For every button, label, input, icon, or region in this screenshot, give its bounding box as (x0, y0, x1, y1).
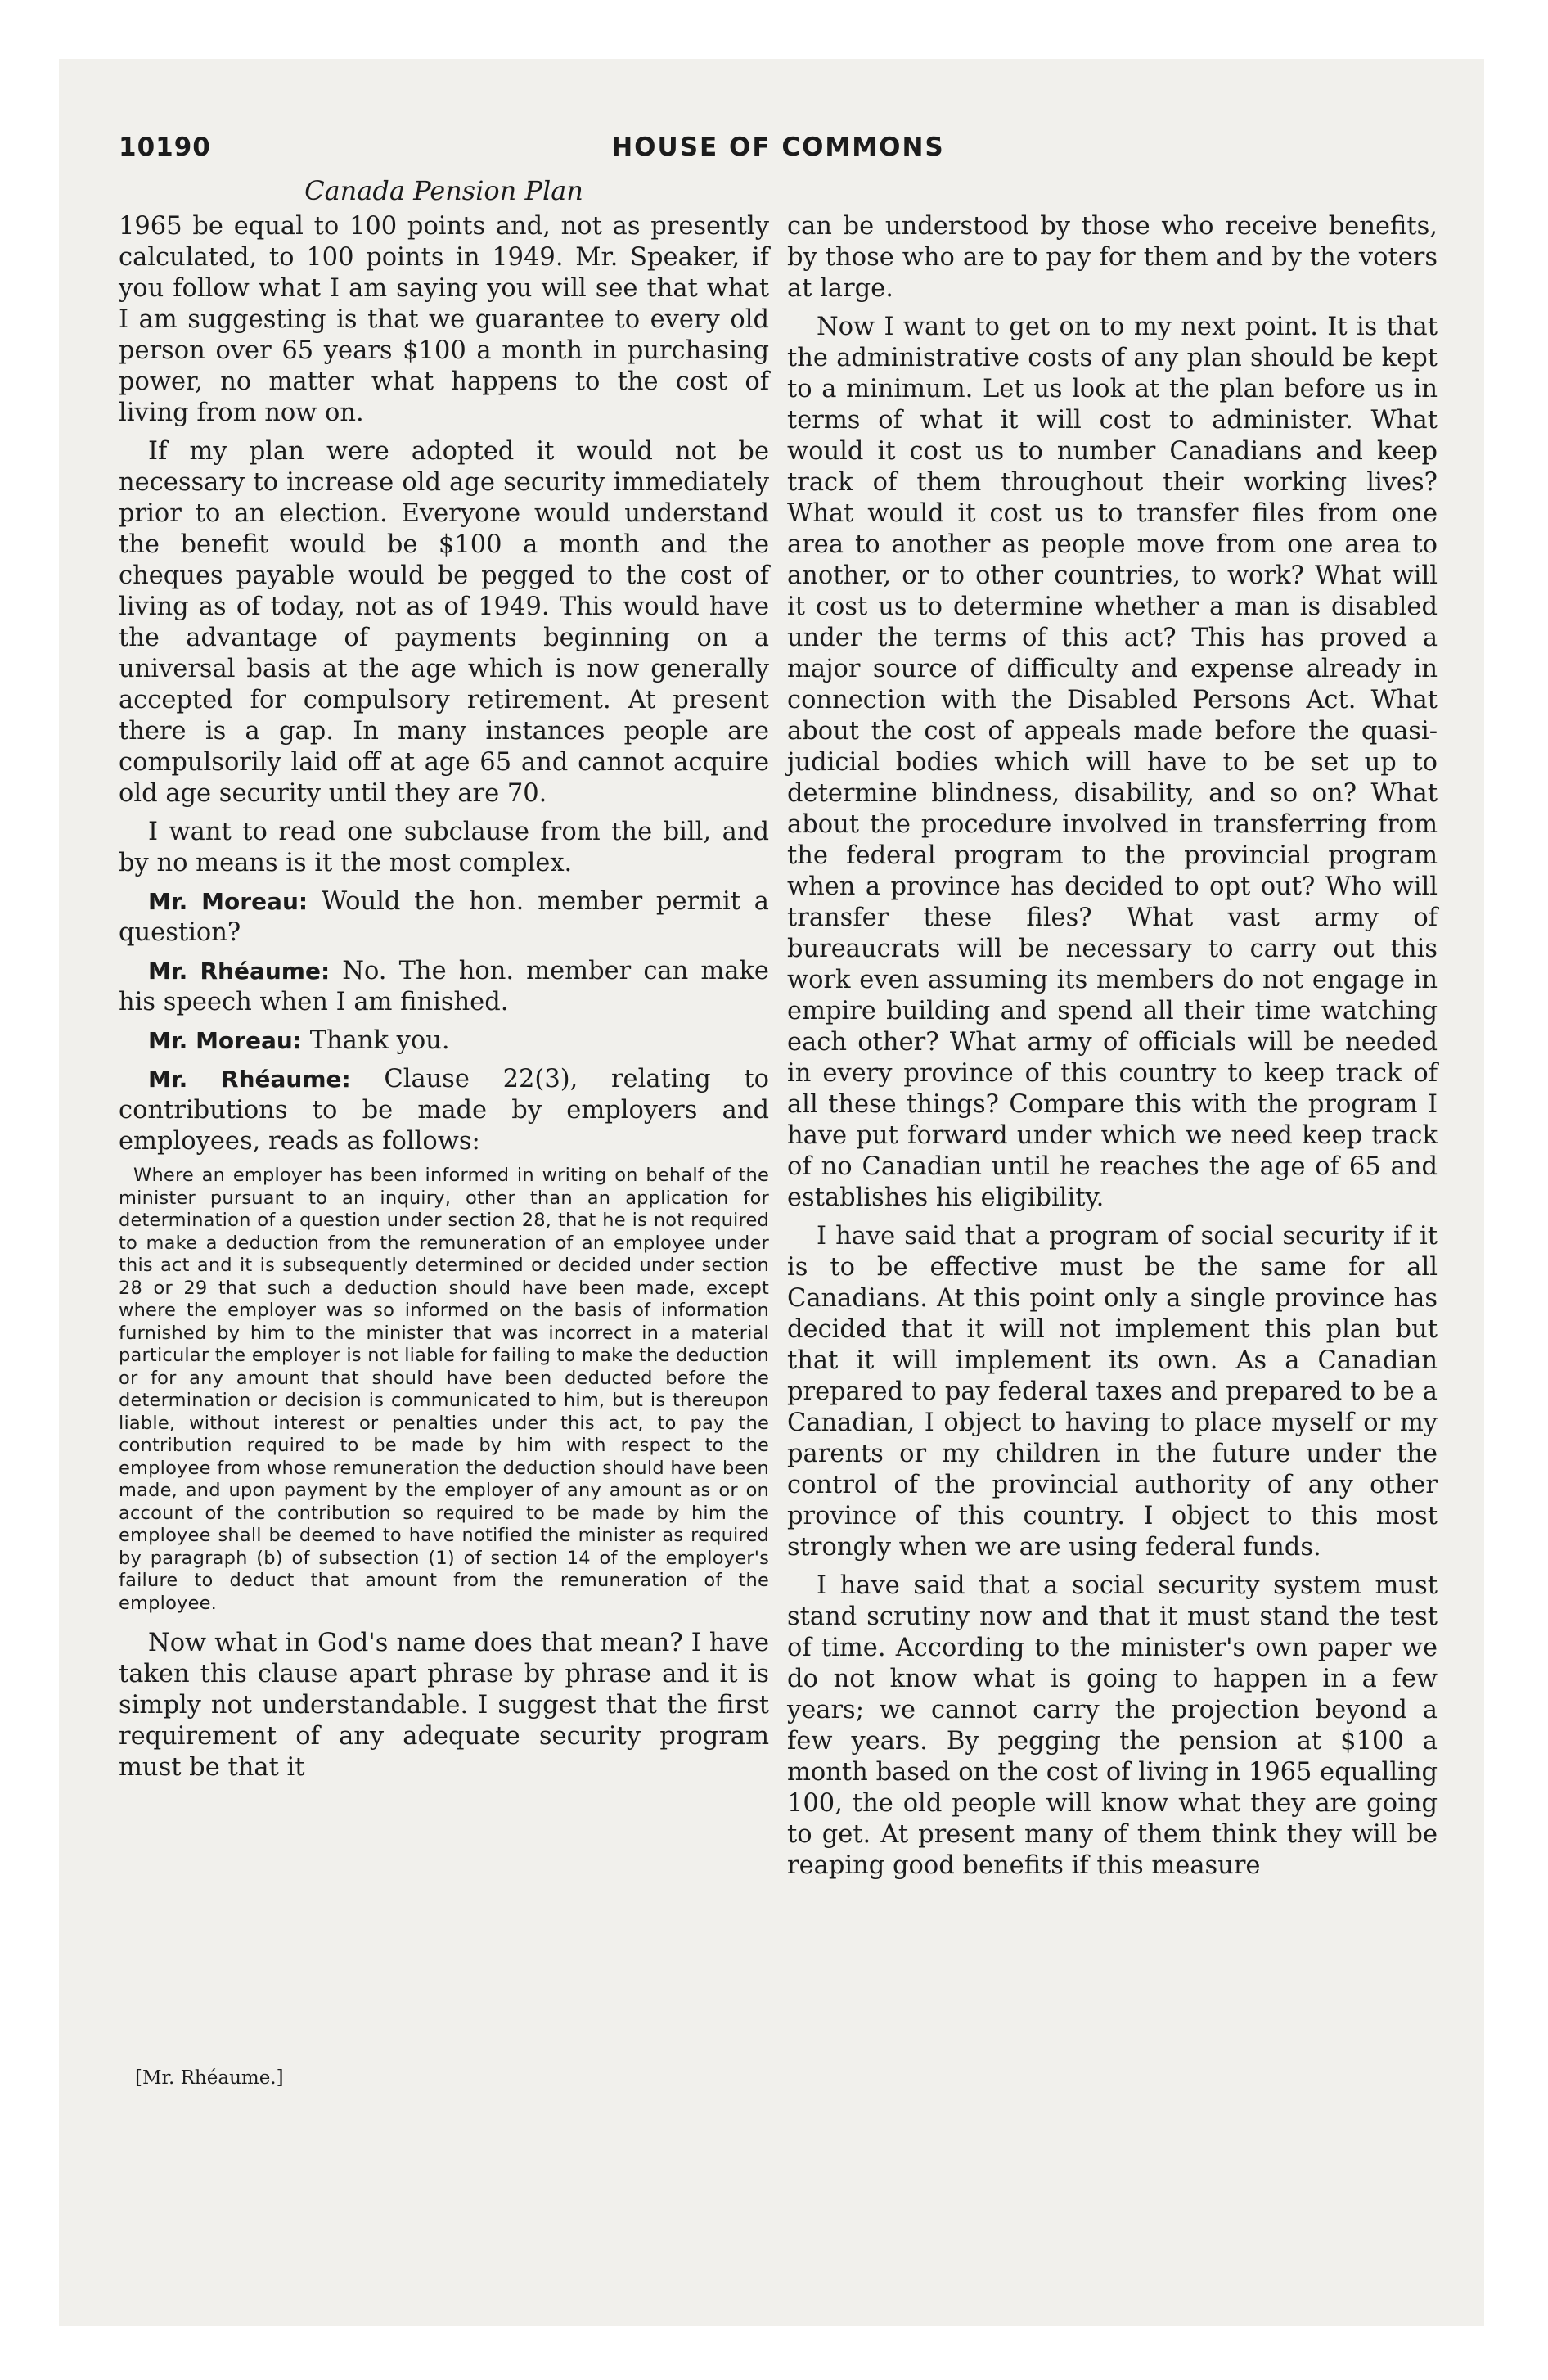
speaker-name: Mr. Rhéaume: (148, 1066, 351, 1093)
speech-text: Would the hon. member permit a question? (119, 887, 769, 947)
quoted-clause: Where an employer has been informed in writing on behalf of the minister pursuant to an inquiry, other than an application for determination of a question under section 28, that he is not required to make a deduction from the remuneration of an employee under this act and it is subsequently determined or decided under section 28 or 29 that such a deduction should have been made, except where the employer was so informed on the basis of information furnished by him to the minister that was incorrect in a material particular the employer is not liable for failing to make the deduction or for any amount that should have been deducted before the determination or decision is communicated to him, but is thereupon liable, without interest or penalties under this act, to pay the contribution required to be made by him with respect to the employee from whose remuneration the deduction should have been made, and upon payment by the employer of any amount as or on account of the contribution so required to be made by him the employee shall be deemed to have notified the minister as required by paragraph (b) of subsection (1) of section 14 of the employer's failure to deduct that amount from the remuneration of the employee. (119, 1165, 769, 1614)
paragraph: If my plan were adopted it would not be necessary to increase old age security immediately prior to an election. Everyone would understand the benefit would be $100 a month and the cheques payable would be pegged to the cost of living as of today, not as of 1949. This would have the advantage of payments beginning on a universal basis at the age which is now generally accepted for compulsory retirement. At present there is a gap. In many instances people are compulsorily laid off at age 65 and cannot acquire old age security until they are 70. (119, 437, 769, 808)
paragraph: I want to read one subclause from the bill, and by no means is it the most complex. (119, 818, 769, 877)
speech-text: Thank you. (302, 1026, 450, 1055)
speaker-paragraph (119, 956, 769, 1018)
speaker-name: Mr. Moreau: (148, 888, 308, 915)
speaker-paragraph (119, 1064, 769, 1157)
right-column (787, 211, 1438, 1889)
speaker-name: Mr. Rhéaume: (148, 958, 331, 985)
speech-text: Clause 22(3), relating to contributions to be made by employers and employees, reads as follows: (119, 1065, 769, 1156)
paragraph: I have said that a social security system must stand scrutiny now and that it must stand the test of time. According to the minister's own paper we do not know what is going to happen in a few years; we cannot carry the projection beyond a few years. By pegging the pension at $100 a month based on the cost of living in 1965 equalling 100, the old people will know what they are going to get. At present many of them think they will be reaping good benefits if this measure (787, 1571, 1438, 1880)
paragraph: Now what in God's name does that mean? I have taken this clause apart phrase by phrase and it is simply not understandable. I suggest that the first requirement of any adequate security program must be that it (119, 1629, 769, 1782)
speech-text: No. The hon. member can make his speech when I am finished. (119, 957, 769, 1016)
speaker-paragraph (119, 886, 769, 949)
paragraph: can be understood by those who receive benefits, by those who are to pay for them and by the voters at large. (787, 212, 1438, 303)
speaker-paragraph (119, 1025, 769, 1057)
speaker-name: Mr. Moreau: (148, 1027, 302, 1054)
paragraph: Now I want to get on to my next point. It is that the administrative costs of any plan should be kept to a minimum. Let us look at the plan before us in terms of what it will cost to administer. What would it cost us to number Canadians and keep track of them throughout their working lives? What would it cost us to transfer files from one area to another as people move from one area to another, or to other countries, to work? What will it cost us to determine whether a man is disabled under the terms of this act? This has proved a major source of difficulty and expense already in connection with the Disabled Persons Act. What about the cost of appeals made before the quasi-judicial bodies which will have to be set up to determine blindness, disability, and so on? What about the procedure involved in transferring from the federal program to the provincial program when a province has decided to opt out? Who will transfer these files? What vast army of bureaucrats will be necessary to carry out this work even assuming its members do not engage in empire building and spend all their time watching each other? What army of officials will be needed in every province of this country to keep track of all these things? Compare this with the program I have put forward under which we need keep track of no Canadian until he reaches the age of 65 and establishes his eligibility. (787, 313, 1438, 1212)
paragraph: I have said that a program of social security if it is to be effective must be the same for all Canadians. At this point only a single province has decided that it will not implement this plan but that it will implement its own. As a Canadian prepared to pay federal taxes and prepared to be a Canadian, I object to having to place myself or my parents or my children in the future under the control of the provincial authority of any other province of this country. I object to this most strongly when we are using federal funds. (787, 1222, 1438, 1562)
speaker-attribution: [Mr. Rhéaume.] (135, 2067, 284, 2089)
running-head: HOUSE OF COMMONS (611, 133, 945, 162)
page-header (119, 133, 1438, 174)
paragraph: 1965 be equal to 100 points and, not as presently calculated, to 100 points in 1949. Mr. Speaker, if you follow what I am saying you will see that what I am suggesting is that we guarantee to every old person over 65 years $100 a month in purchasing power, no matter what happens to the cost of living from now on. (119, 212, 769, 427)
left-column (119, 211, 769, 1791)
section-subhead: Canada Pension Plan (304, 175, 583, 206)
page-number: 10190 (119, 133, 211, 162)
